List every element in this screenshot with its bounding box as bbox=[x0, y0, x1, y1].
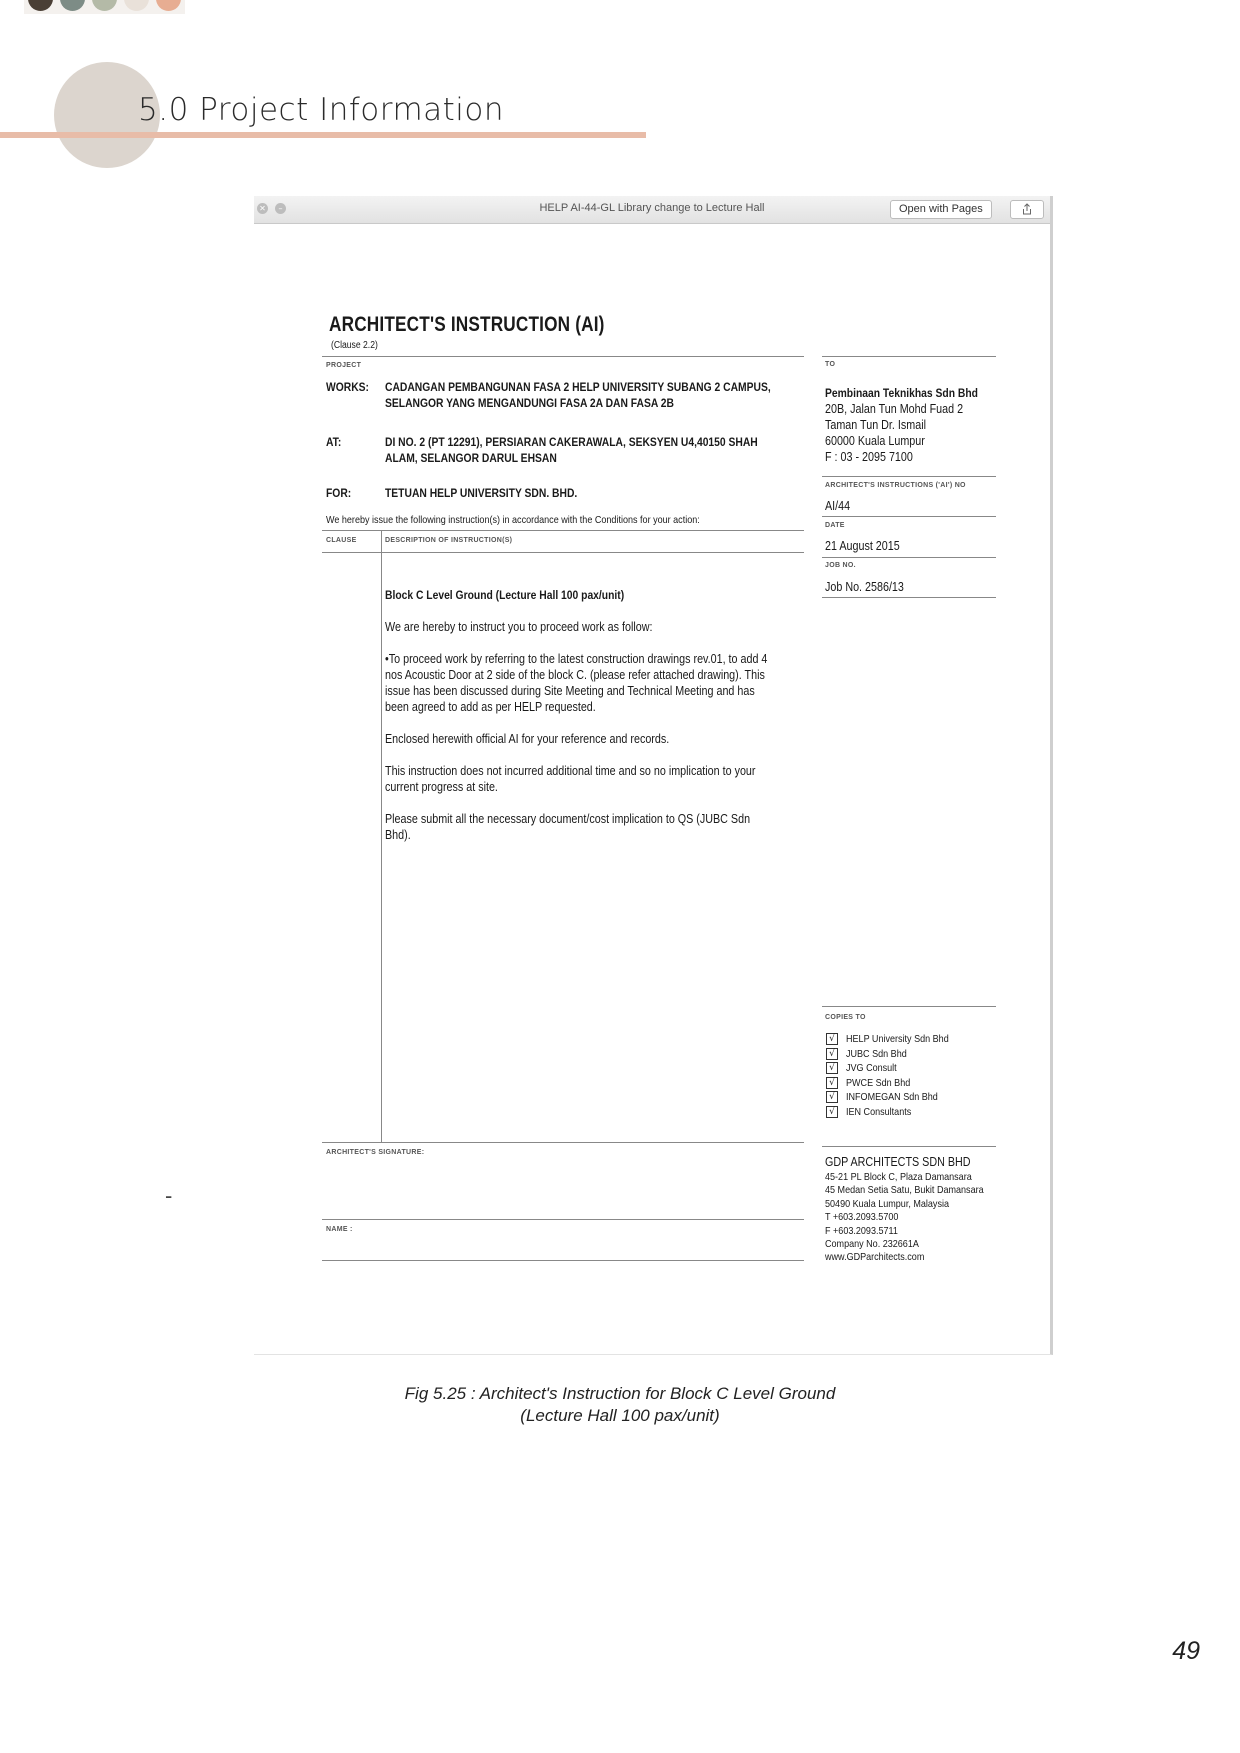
check-icon: √ bbox=[826, 1091, 838, 1103]
instruction-para-2: •To proceed work by referring to the latest construction drawings rev.01, to add 4 nos Acoustic Door at 2 side of the block C. (please refer attached drawing). This issue has been discussed during Site Meeting and Technical Meeting and has been agreed to add as per HELP requested. bbox=[385, 652, 768, 714]
page-number: 49 bbox=[1172, 1637, 1200, 1665]
job-number: Job No. 2586/13 bbox=[825, 580, 904, 594]
check-icon: √ bbox=[826, 1062, 838, 1074]
works-label: WORKS: bbox=[326, 380, 369, 394]
swatch-5 bbox=[156, 0, 181, 11]
name-label: NAME : bbox=[326, 1226, 353, 1233]
date-value: 21 August 2015 bbox=[825, 539, 900, 553]
date-label: DATE bbox=[825, 522, 845, 529]
header-underline bbox=[0, 132, 646, 138]
firm-name: GDP ARCHITECTS SDN BHD bbox=[825, 1155, 971, 1169]
share-button[interactable] bbox=[1010, 200, 1044, 219]
for-label: FOR: bbox=[326, 486, 352, 500]
swatch-3 bbox=[92, 0, 117, 11]
figure-caption: Fig 5.25 : Architect's Instruction for Block C Level Ground (Lecture Hall 100 pax/unit) bbox=[404, 1384, 836, 1425]
copies-list bbox=[826, 1032, 965, 1119]
check-icon: √ bbox=[826, 1077, 838, 1089]
instruction-para-1: We are hereby to instruct you to proceed work as follow: bbox=[385, 620, 653, 634]
firm-details: 45-21 PL Block C, Plaza Damansara 45 Medan Setia Satu, Bukit Damansara 50490 Kuala Lumpur, Malaysia T +603.2093.5700 F +603.2093.5711 Company No. 232661A www.GDParchitects.com bbox=[825, 1171, 984, 1264]
minimize-icon[interactable]: – bbox=[275, 203, 286, 214]
job-number-label: JOB NO. bbox=[825, 562, 856, 569]
copies-item: √ IEN Consultants bbox=[826, 1105, 965, 1120]
ai-document bbox=[254, 196, 1050, 1354]
at-value: DI NO. 2 (PT 12291), PERSIARAN CAKERAWALA, SEKSYEN U4,40150 SHAH ALAM, SELANGOR DARUL EHSAN bbox=[385, 435, 758, 465]
ai-number: AI/44 bbox=[825, 499, 851, 513]
viewer-titlebar bbox=[254, 196, 1050, 224]
for-value: TETUAN HELP UNIVERSITY SDN. BHD. bbox=[385, 486, 578, 500]
works-value: CADANGAN PEMBANGUNAN FASA 2 HELP UNIVERSITY SUBANG 2 CAMPUS, SELANGOR YANG MENGANDUNGI FASA 2A DAN FASA 2B bbox=[385, 380, 771, 410]
margin-dash: - bbox=[165, 1183, 173, 1208]
check-icon: √ bbox=[826, 1106, 838, 1118]
copies-item: √ HELP University Sdn Bhd bbox=[826, 1032, 965, 1047]
issue-statement: We hereby issue the following instruction(s) in accordance with the Conditions for your action: bbox=[326, 514, 700, 526]
swatch-4 bbox=[124, 0, 149, 11]
copies-to-label: COPIES TO bbox=[825, 1014, 866, 1021]
close-icon[interactable]: ✕ bbox=[257, 203, 268, 214]
clause-header: CLAUSE bbox=[326, 537, 357, 544]
ai-number-label: ARCHITECT'S INSTRUCTIONS ('AI') NO bbox=[825, 482, 966, 489]
page-title: 5.0 Project Information bbox=[138, 92, 505, 128]
copies-item: √ JUBC Sdn Bhd bbox=[826, 1047, 965, 1062]
instruction-para-4: This instruction does not incurred additional time and so no implication to your current progress at site. bbox=[385, 764, 756, 794]
copies-item: √ JVG Consult bbox=[826, 1061, 965, 1076]
clause-reference: (Clause 2.2) bbox=[331, 340, 378, 351]
at-label: AT: bbox=[326, 435, 342, 449]
instruction-para-5: Please submit all the necessary document/cost implication to QS (JUBC Sdn Bhd). bbox=[385, 812, 751, 842]
swatch-2 bbox=[60, 0, 85, 11]
description-header: DESCRIPTION OF INSTRUCTION(S) bbox=[385, 537, 513, 544]
recipient-name: Pembinaan Teknikhas Sdn Bhd bbox=[825, 386, 978, 400]
copies-item: √ INFOMEGAN Sdn Bhd bbox=[826, 1090, 965, 1105]
project-label: PROJECT bbox=[326, 362, 362, 369]
instruction-para-3: Enclosed herewith official AI for your reference and records. bbox=[385, 732, 670, 746]
signature-label: ARCHITECT'S SIGNATURE: bbox=[326, 1149, 425, 1156]
open-with-pages-button[interactable]: Open with Pages bbox=[890, 200, 992, 219]
copies-item: √ PWCE Sdn Bhd bbox=[826, 1076, 965, 1091]
check-icon: √ bbox=[826, 1048, 838, 1060]
share-icon bbox=[1021, 203, 1033, 215]
document-title: ARCHITECT'S INSTRUCTION (AI) bbox=[329, 313, 605, 336]
swatch-1 bbox=[28, 0, 53, 11]
document-viewer-window bbox=[254, 196, 1053, 1355]
color-swatches bbox=[24, 0, 185, 14]
recipient-address: 20B, Jalan Tun Mohd Fuad 2 Taman Tun Dr. Ismail 60000 Kuala Lumpur F : 03 - 2095 7100 bbox=[825, 402, 964, 464]
check-icon: √ bbox=[826, 1033, 838, 1045]
instruction-heading: Block C Level Ground (Lecture Hall 100 pax/unit) bbox=[385, 588, 625, 602]
to-label: TO bbox=[825, 361, 836, 368]
window-title: HELP AI-44-GL Library change to Lecture Hall bbox=[539, 202, 765, 214]
